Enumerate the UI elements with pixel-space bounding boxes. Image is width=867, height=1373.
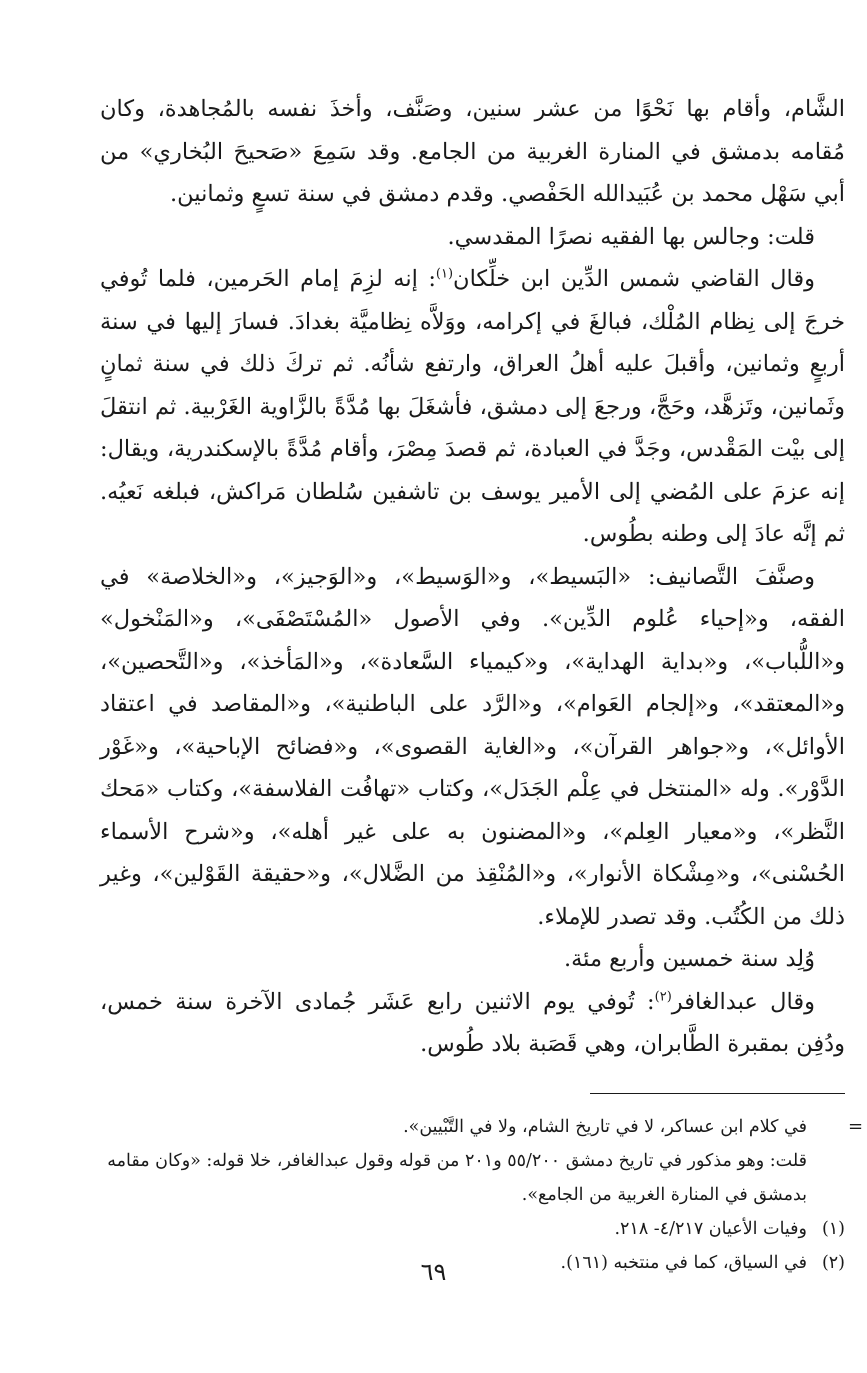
paragraph-3 — [100, 258, 845, 556]
paragraph-1: الشَّام، وأقام بها نَحْوًا من عشر سنين، وصَنَّف، وأخذَ نفسه بالمُجاهدة، وكان مُقامه بدمشق في المنارة الغربية من الجامع. وقد سَمِعَ «صَحيحَ البُخاري» من أبي سَهْل محمد بن عُبَيدالله الحَفْصي. وقدم دمشق في سنة تسعٍ وثمانين. — [100, 96, 845, 207]
footnote-2-marker: (٢) — [821, 1253, 845, 1273]
footnote-1 — [100, 1212, 845, 1246]
paragraph-4: وصنَّفَ التَّصانيف: «البَسيط»، و«الوَسيط»، و«الوَجيز»، و«الخلاصة» في الفقه، و«إحياء عُلوم الدِّين». وفي الأصول «المُسْتَصْفَى»، و«المَنْخول» و«اللُّباب»، و«بداية الهداية»، و«كيمياء السَّعادة»، و«المَأخذ»، و«التَّحصين»، و«المعتقد»، و«إلجام العَوام»، و«الرَّد على الباطنية»، و«المقاصد في اعتقاد الأوائل»، و«جواهر القرآن»، و«الغاية القصوى»، و«فضائح الإباحية»، و«غَوْر الدَّوْر». وله «المنتخل في عِلْم الجَدَل»، وكتاب «تهافُت الفلاسفة»، وكتاب «مَحك النَّظر»، و«معيار العِلم»، و«المضنون به على غير أهله»، و«شرح الأسماء الحُسْنى»، و«مِشْكاة الأنوار»، و«المُنْقِذ من الضَّلال»، و«حقيقة القَوْلين»، وغير ذلك من الكُتُب. وقد تصدر للإملاء. — [100, 563, 845, 930]
footnotes — [100, 1110, 845, 1280]
paragraph-3-start: وقال القاضي شمس الدِّين ابن خلِّكان — [453, 266, 815, 292]
paragraph-6 — [100, 981, 845, 1066]
footnote-ref-2: (٢) — [654, 989, 672, 1004]
footnote-1-text: وفيات الأعيان ٤/٢١٧- ٢١٨. — [614, 1219, 807, 1239]
footnote-ref-1: (١) — [435, 266, 454, 282]
footnote-separator — [590, 1093, 845, 1094]
paragraph-2: قلت: وجالس بها الفقيه نصرًا المقدسي. — [447, 223, 815, 250]
footnote-remark: قلت: وهو مذكور في تاريخ دمشق ٥٥/٢٠٠ و٢٠١ من قوله وقول عبدالغافر، خلا قوله: «وكان مقامه بدمشق في المنارة الغربية من الجامع». — [107, 1151, 807, 1205]
paragraph-3-end: : إنه لزِمَ إمام الحَرمين، فلما تُوفي خرجَ إلى نِظام المُلْك، فبالغَ في إكرامه، ووَلاَّه نِظاميَّة بغدادَ. فسارَ إليها في سنة أربعٍ وثمانين، وأقبلَ عليه أهلُ العراق، وارتفع شأنُه. ثم تركَ ذلك في سنة ثمانٍ وثَمانين، وتَزهَّد، وحَجَّ، ورجعَ إلى دمشق، فأشغَلَ بها مُدَّةً بالزَّاوية الغَرْبية. ثم انتقلَ إلى بيْت المَقْدس، وجَدَّ في العبادة، ثم قصدَ مِصْرَ، وأقام مُدَّةً بالإسكندرية، ويقال: إنه عزمَ على المُضي إلى الأمير يوسف بن تاشفين سُلطان مَراكش، فبلغه نَعيُه. ثم إنَّه عادَ إلى وطنه بطُوس. — [100, 266, 845, 547]
footnote-continuation-mark: = — [848, 1116, 864, 1137]
footnote-1-marker: (١) — [821, 1219, 845, 1239]
footnote-continued-line: في كلام ابن عساكر، لا في تاريخ الشام، ولا في التَّبْيين». — [403, 1117, 807, 1137]
page-number: ٦٩ — [420, 1258, 447, 1286]
footnote-2-text: في السياق، كما في منتخبه (١٦١). — [560, 1253, 807, 1273]
main-text — [100, 88, 845, 1066]
paragraph-6-end: : تُوفي يوم الاثنين رابع عَشَر جُمادى الآخرة سنة خمس، ودُفِن بمقبرة الطَّابران، وهي قَصَبة بلاد طُوس. — [100, 988, 845, 1057]
paragraph-6-start: وقال عبدالغافر — [671, 988, 815, 1015]
paragraph-5: وُلِد سنة خمسين وأربع مئة. — [563, 946, 815, 972]
